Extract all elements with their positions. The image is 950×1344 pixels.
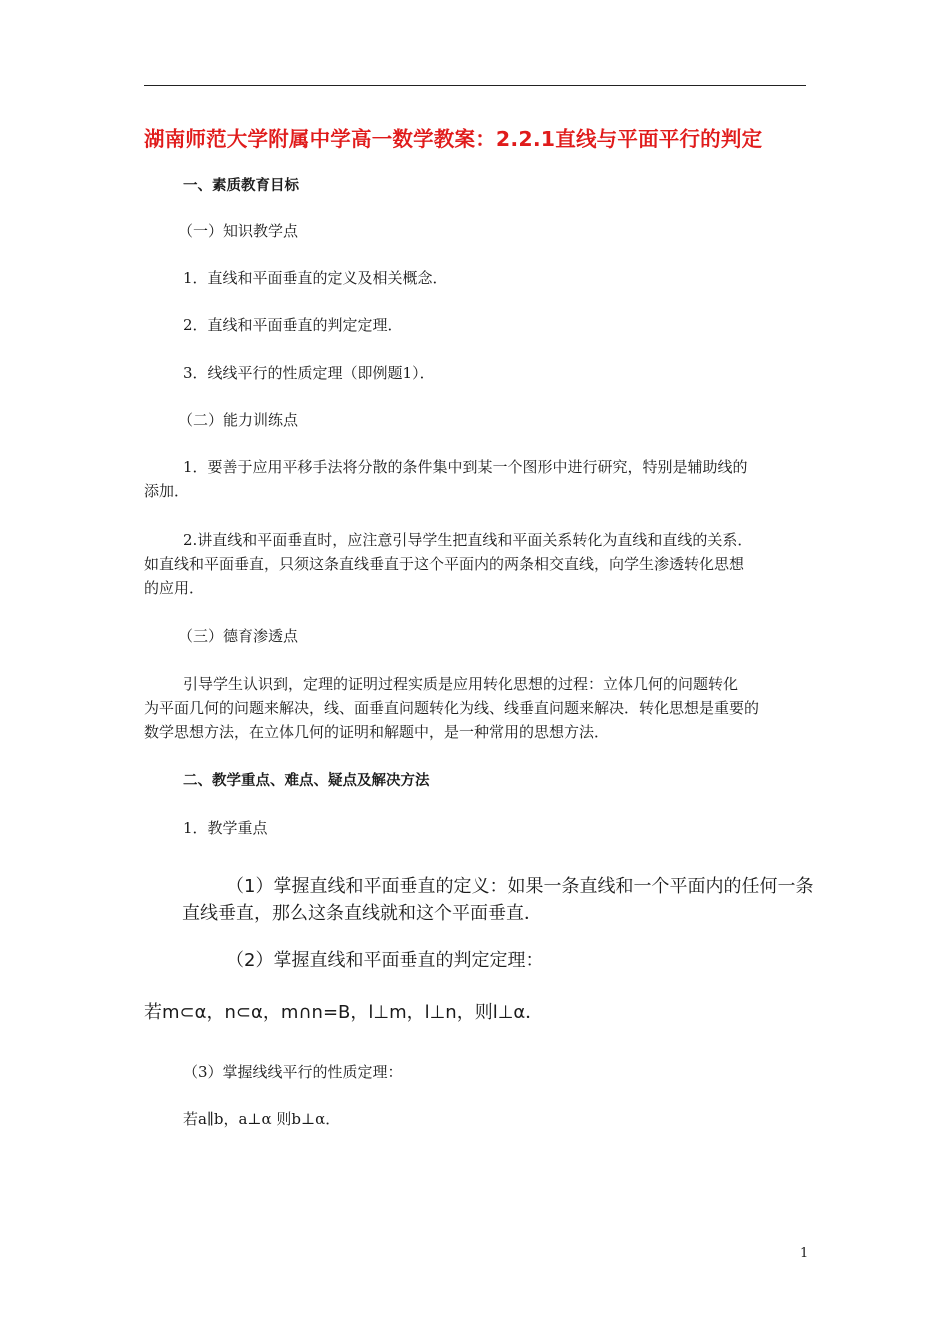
sub3-line2: 为平面几何的问题来解决，线、面垂直问题转化为线、线垂直问题来解决．转化思想是重要的 xyxy=(144,699,760,717)
point3: （3）掌握线线平行的性质定理： xyxy=(183,1063,403,1081)
section2-heading: 二、教学重点、难点、疑点及解决方法 xyxy=(183,773,430,789)
header-rule xyxy=(144,85,806,86)
sub3-heading: （三）德育渗透点 xyxy=(178,627,299,645)
sub3-line3: 数学思想方法，在立体几何的证明和解题中，是一种常用的思想方法． xyxy=(144,723,610,741)
sub1-item-1: 1．直线和平面垂直的定义及相关概念． xyxy=(183,269,448,287)
sub2-p1-line1: 1．要善于应用平移手法将分散的条件集中到某一个图形中进行研究，特别是辅助线的 xyxy=(183,458,748,476)
page-number: 1 xyxy=(800,1246,809,1261)
sub2-p2-line2: 如直线和平面垂直，只须这条直线垂直于这个平面内的两条相交直线，向学生渗透转化思想 xyxy=(144,555,745,573)
formula2: 若a∥b，a⊥α 则b⊥α． xyxy=(183,1110,341,1128)
sub1-heading: （一）知识教学点 xyxy=(178,222,299,240)
sub1-item-3: 3．线线平行的性质定理（即例题1）． xyxy=(183,364,435,382)
sub2-p2-line3: 的应用． xyxy=(144,579,205,597)
sub3-line1: 引导学生认识到，定理的证明过程实质是应用转化思想的过程：立体几何的问题转化 xyxy=(183,675,739,693)
sub2-p2-line1: 2.讲直线和平面垂直时，应注意引导学生把直线和平面关系转化为直线和直线的关系． xyxy=(183,531,753,549)
sub1-item-2: 2．直线和平面垂直的判定定理． xyxy=(183,316,403,334)
point2: （2）掌握直线和平面垂直的判定定理： xyxy=(226,950,544,971)
section1-heading: 一、素质教育目标 xyxy=(183,178,299,194)
sub2-heading: （二）能力训练点 xyxy=(178,411,299,429)
point1-line2: 直线垂直，那么这条直线就和这个平面垂直． xyxy=(182,903,542,924)
section2-item1: 1．教学重点 xyxy=(183,819,268,837)
document-title: 湖南师范大学附属中学高一数学教案：2.2.1直线与平面平行的判定 xyxy=(144,127,763,151)
point1-line1: （1）掌握直线和平面垂直的定义：如果一条直线和一个平面内的任何一条 xyxy=(226,876,814,897)
formula1: 若m⊂α，n⊂α，m∩n=B，l⊥m，l⊥n，则l⊥α． xyxy=(144,1002,544,1023)
sub2-p1-line2: 添加． xyxy=(144,482,190,500)
